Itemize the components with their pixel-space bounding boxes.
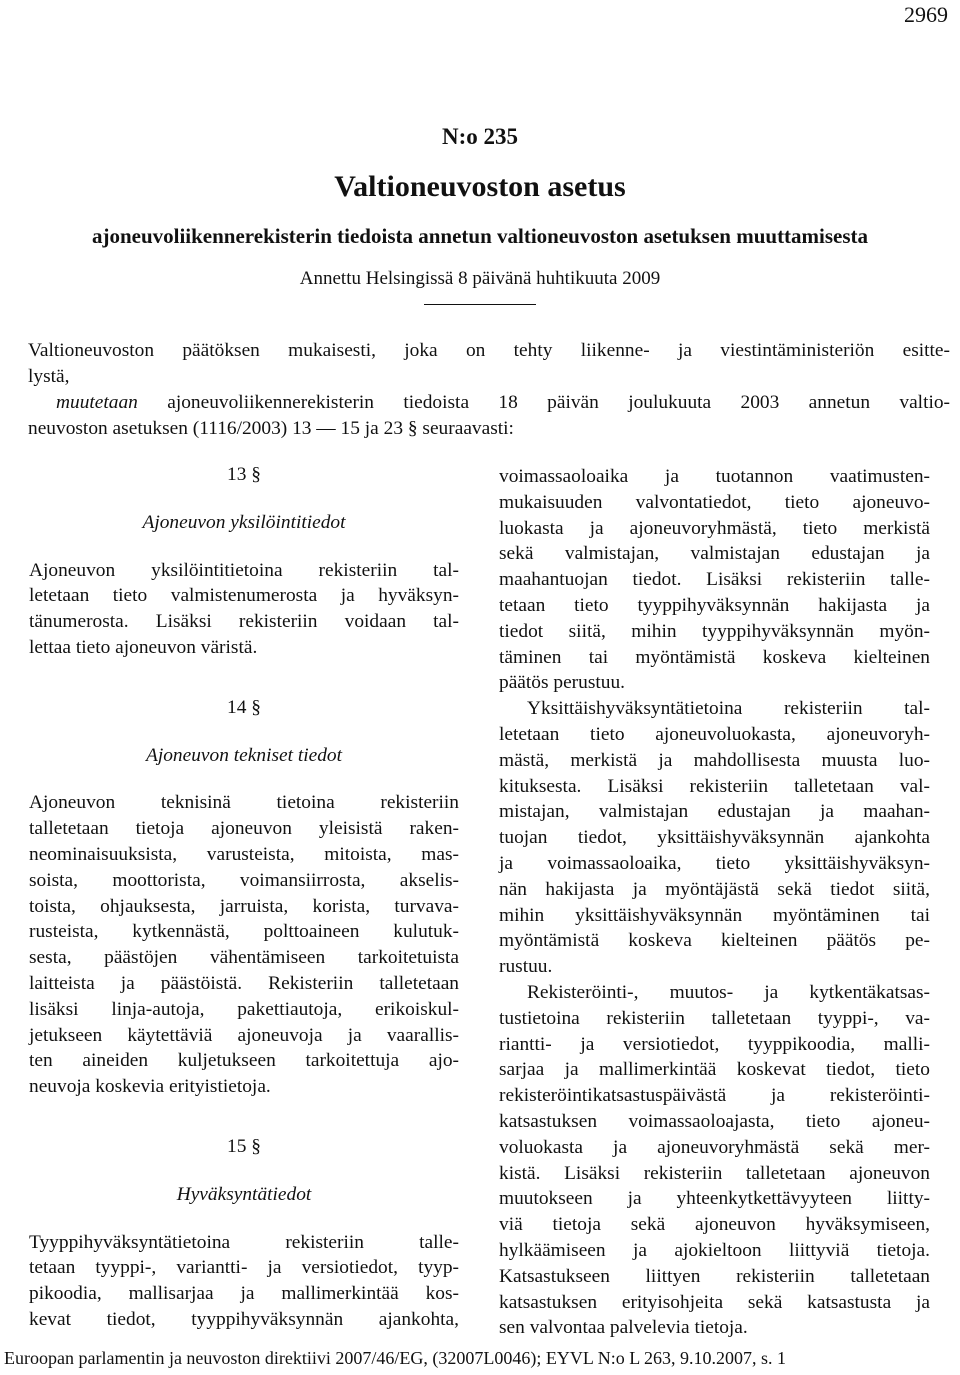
text-line: mukaisuuden valvontatiedot, tieto ajoneuvo- [499, 491, 930, 513]
text-line: Katsastukseen liittyen rekisteriin talletetaan [499, 1265, 930, 1287]
text-line: laitteista ja päästöistä. Rekisteriin talletetaan [29, 972, 459, 994]
text-line: mihin yksittäishyväksynnän myöntäminen tai [499, 904, 930, 926]
preamble-line-1: Valtioneuvoston päätöksen mukaisesti, joka on tehty liikenne- ja viestintäministeriön esitte- [28, 340, 950, 361]
text-line: kituksesta. Lisäksi rekisteriin talletetaan val- [499, 775, 930, 797]
text-line: tetaan tyyppi-, variantti- ja versiotiedot, tyyp- [29, 1257, 459, 1279]
left-column [29, 462, 459, 1333]
header-divider [424, 304, 536, 305]
text-line: maahantuojan tiedot. Lisäksi rekisteriin talle- [499, 569, 930, 591]
text-line: katsastuksen voimassaoloajasta, tieto ajoneu- [499, 1110, 930, 1132]
text-line: neominaisuuksista, varusteista, mitoista, mas- [29, 843, 459, 865]
text-line: muutokseen ja yhteenkytkettävyyteen liitty- [499, 1188, 930, 1210]
given-date: Annettu Helsingissä 8 päivänä huhtikuuta 2009 [299, 268, 661, 289]
text-line: voimassaoloaika ja tuotannon vaatimusten- [499, 466, 930, 487]
text-line: täminen tai myöntämistä koskeva kielteinen [499, 646, 930, 668]
text-line: luokasta ja ajoneuvoryhmästä, tieto merkistä [499, 517, 930, 539]
section-15-continued [499, 464, 930, 696]
document-subtitle: ajoneuvoliikennerekisterin tiedoista annetun valtioneuvoston asetuksen muuttamisesta [91, 224, 869, 248]
text-line: soista, moottorista, voimansiirrosta, akselis- [29, 869, 459, 891]
individual-approval-paragraph [499, 696, 930, 980]
section-14-heading: Ajoneuvon tekniset tiedot [146, 744, 342, 766]
text-line: myöntämistä koskeva kielteinen päätös pe- [499, 930, 930, 952]
text-line: sen valvontaa palvelevia tietoja. [499, 1317, 748, 1339]
inspection-paragraph [499, 980, 930, 1341]
document-title: Valtioneuvoston asetus [334, 170, 626, 203]
text-line: lisäksi linja-autoja, pakettiautoja, erikoiskul- [29, 998, 459, 1020]
text-line: sarjaa ja mallimerkintää koskevat tiedot, tieto [499, 1059, 930, 1081]
text-line: tiedot siitä, mihin tyyppihyväksynnän myön- [499, 620, 930, 642]
text-line: voluokasta ja ajoneuvoryhmästä sekä mer- [499, 1136, 930, 1158]
text-line: ja voimassaoloaika, tieto yksittäishyväksyn- [499, 852, 930, 874]
text-line: tustietoina rekisteriin talletetaan tyyppi-, va- [499, 1007, 930, 1029]
text-line: jetukseen käytettäviä ajoneuvoja ja vaarallis- [29, 1024, 459, 1046]
text-line: Ajoneuvon yksilöintitietoina rekisteriin tal- [29, 559, 459, 581]
preamble-line-3 [28, 390, 950, 416]
text-line: mistajan, valmistajan edustajan ja maahan- [499, 801, 930, 823]
text-line: rekisteröintikatsastuspäivästä ja rekisteröinti- [499, 1085, 930, 1107]
text-line: kistä. Lisäksi rekisteriin talletetaan ajoneuvon [499, 1162, 930, 1184]
section-15-heading: Hyväksyntätiedot [176, 1183, 312, 1205]
text-line: tänumerosta. Lisäksi rekisteriin voidaan tal- [29, 611, 459, 633]
right-column [499, 464, 930, 1341]
text-line: Tyyppihyväksyntätietoina rekisteriin talle- [29, 1231, 459, 1253]
text-line: Ajoneuvon teknisinä tietoina rekisteriin [29, 792, 459, 814]
text-line: katsastuksen erityisohjeita sekä katsastusta ja [499, 1291, 930, 1313]
section-15-number: 15 § [227, 1135, 261, 1157]
amend-word: muutetaan [56, 392, 138, 413]
preamble [28, 338, 950, 442]
text-line: sesta, päästöjen vähentämiseen tarkoitetuista [29, 947, 459, 969]
section-13-text [29, 558, 459, 661]
text-line: letetaan tieto valmistenumerosta ja hyväksyn- [29, 585, 459, 607]
page-number: 2969 [904, 2, 948, 27]
text-line: hylkäämiseen ja ajokieltoon liittyviä tietoja. [499, 1239, 930, 1261]
text-line: tetaan tieto tyyppihyväksynnän hakijasta ja [499, 594, 930, 616]
text-line: lettaa tieto ajoneuvon väristä. [29, 636, 258, 658]
text-line: kevat tiedot, tyyppihyväksynnän ajankohta, [29, 1308, 459, 1330]
section-13-number: 13 § [227, 464, 261, 485]
text-line: toista, ohjauksesta, jarruista, korista, turvava- [29, 895, 459, 917]
text-line: talletetaan tietoja ajoneuvon yleisistä raken- [29, 818, 459, 840]
text-line: nän hakijasta ja myöntäjästä sekä tiedot siitä, [499, 878, 930, 900]
text-line: ten aineiden kuljetukseen tarkoitettuja ajo- [29, 1050, 459, 1072]
text-line: rusteista, kytkennästä, polttoaineen kulutuk- [29, 921, 459, 943]
section-13-heading: Ajoneuvon yksilöintitiedot [142, 511, 346, 533]
text-line: Yksittäishyväksyntätietoina rekisteriin tal- [527, 698, 930, 720]
text-line: riantti- ja versiotiedot, tyyppikoodia, malli- [499, 1033, 930, 1055]
preamble-line-2: lystä, [28, 366, 70, 387]
text-line: tuojan tiedot, yksittäishyväksynnän ajankohta [499, 827, 930, 849]
section-14-number: 14 § [227, 696, 261, 718]
statute-number: N:o 235 [441, 124, 519, 149]
preamble-line-3-rest: ajoneuvoliikennerekisterin tiedoista 18 päivän joulukuuta 2003 annetun valtio- [137, 392, 950, 413]
footnote: Euroopan parlamentin ja neuvoston direktiivi 2007/46/EG, (32007L0046); EYVL N:o L 263, 9.10.2007, s. 1 [4, 1348, 787, 1368]
text-line: viä tietoja sekä ajoneuvon hyväksymiseen, [499, 1214, 930, 1236]
text-line: Rekisteröinti-, muutos- ja kytkentäkatsas- [527, 981, 930, 1003]
text-line: mästä, merkistä ja mahdollisesta muusta luo- [499, 749, 930, 771]
text-line: sekä valmistajan, valmistajan edustajan ja [499, 543, 930, 565]
text-line: rustuu. [499, 956, 553, 978]
section-14-text [29, 790, 459, 1100]
text-line: letetaan tieto ajoneuvoluokasta, ajoneuvoryh- [499, 723, 930, 745]
section-15-text [29, 1230, 459, 1333]
preamble-line-4: neuvoston asetuksen (1116/2003) 13 — 15 ja 23 § seuraavasti: [28, 418, 514, 439]
text-line: pikoodia, mallisarjaa ja mallimerkintää kos- [29, 1283, 459, 1305]
text-line: päätös perustuu. [499, 672, 626, 694]
text-line: neuvoja koskevia erityistietoja. [29, 1076, 271, 1098]
